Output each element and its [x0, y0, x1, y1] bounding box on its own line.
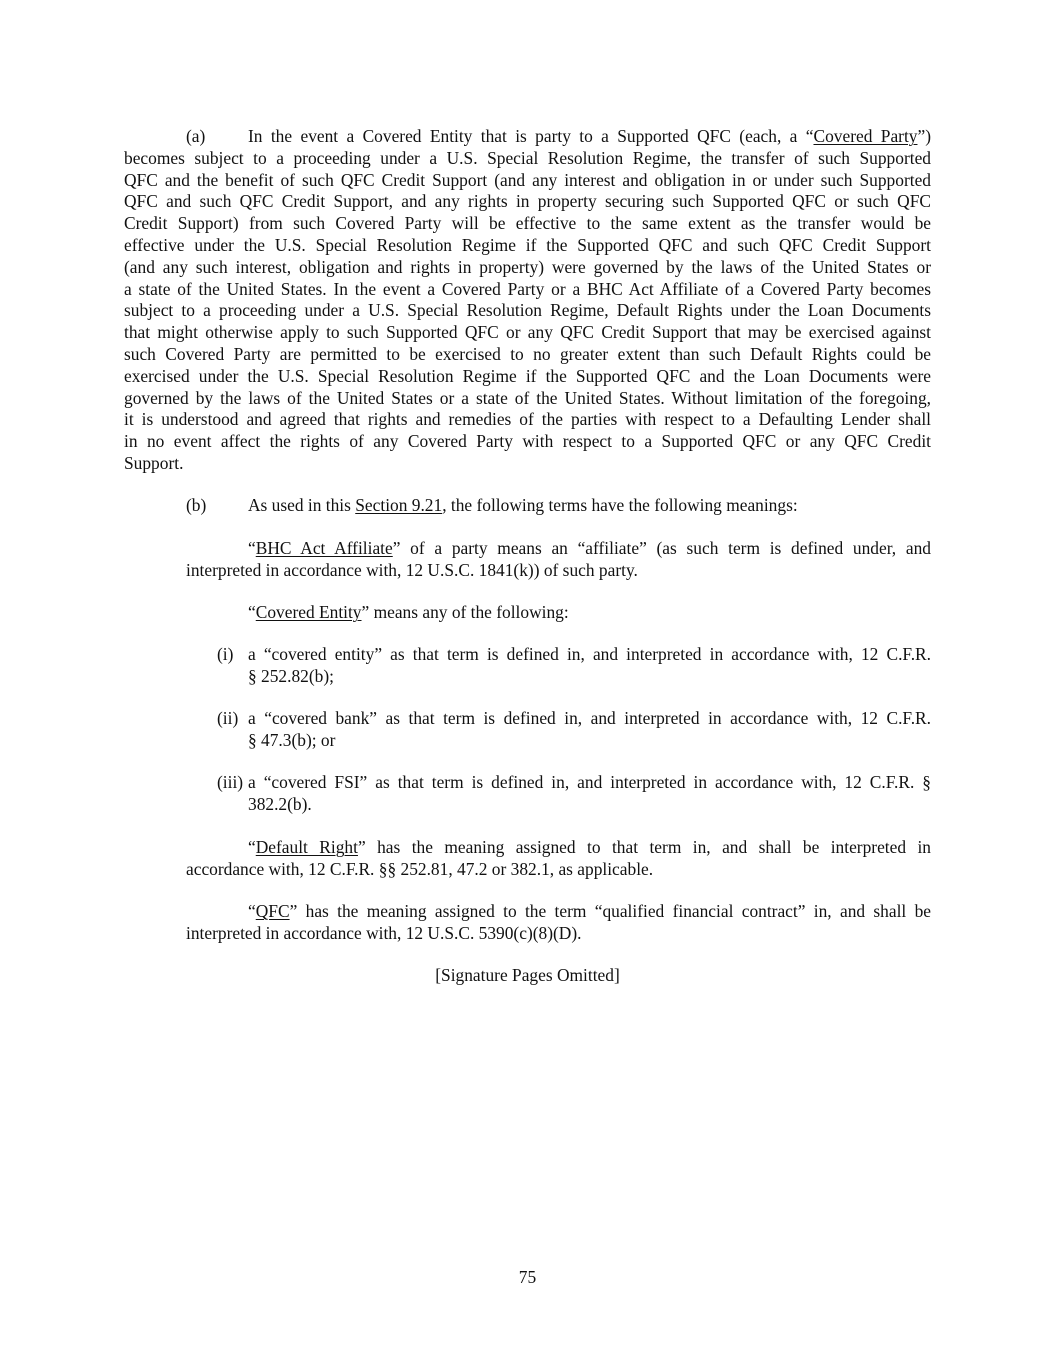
text-segment: 382.2(b).: [248, 793, 312, 814]
defined-term: BHC Act Affiliate: [255, 538, 393, 558]
text-segment: governed by the laws of the United States or a state of the United States. Without limitation of the foregoing,: [124, 387, 931, 408]
enumeration-label: (a): [186, 126, 206, 146]
enumeration-label: (ii): [217, 708, 239, 728]
text-line: [124, 300, 931, 322]
defined-term: QFC: [255, 901, 290, 921]
paragraph-a: [124, 126, 931, 475]
list-item-i: [217, 644, 931, 688]
text-segment: a state of the United States. In the event a Covered Party or a BHC Act Affiliate of a Covered Party becomes: [124, 278, 931, 299]
text-segment: a “covered bank” as that term is defined in, and interpreted in accordance with, 12 C.F.R.: [248, 708, 931, 728]
text-segment: ”): [917, 126, 931, 146]
list-item-iii: [217, 772, 931, 816]
text-segment: “: [248, 602, 256, 622]
text-segment: accordance with, 12 C.F.R. §§ 252.81, 47.2 or 382.1, as applicable.: [186, 858, 654, 879]
text-segment: a “covered entity” as that term is defined in, and interpreted in accordance with, 12 C.F.R.: [248, 644, 931, 664]
text-line: [124, 344, 931, 366]
text-segment: a “covered FSI” as that term is defined in, and interpreted in accordance with, 12 C.F.R. §: [248, 772, 931, 792]
text-line: [186, 495, 931, 517]
text-segment: such Covered Party are permitted to be exercised to no greater extent than such Default Rights could be: [124, 343, 931, 364]
text-line: [124, 170, 931, 192]
text-line: [186, 560, 931, 582]
text-line: [124, 257, 931, 279]
signature-pages-omitted: [Signature Pages Omitted]: [435, 965, 620, 985]
text-segment: “: [248, 538, 256, 558]
list-item-ii: [217, 708, 931, 752]
text-line: [124, 148, 931, 170]
defined-term: Default Right: [255, 837, 358, 857]
definition-default-right: [186, 837, 931, 881]
text-segment: becomes subject to a proceeding under a U.S. Special Resolution Regime, the transfer of such Supported: [124, 147, 931, 168]
defined-term: Section 9.21: [355, 495, 443, 515]
text-segment: ” means any of the following:: [361, 602, 569, 622]
text-segment: in no event affect the rights of any Covered Party with respect to a Supported QFC or any QFC Credit: [124, 431, 931, 452]
text-line: [248, 666, 931, 688]
text-segment: ” of a party means an “affiliate” (as such term is defined under, and: [392, 538, 931, 558]
text-segment: interpreted in accordance with, 12 U.S.C. 5390(c)(8)(D).: [186, 922, 582, 943]
text-segment: effective under the U.S. Special Resolution Regime if the Supported QFC and such QFC Credit Support: [124, 234, 931, 255]
text-segment: § 252.82(b);: [248, 665, 334, 686]
page-number: 75: [518, 1267, 537, 1287]
text-segment: (and any such interest, obligation and rights in property) were governed by the laws of the United States or: [124, 256, 931, 277]
text-line: [186, 602, 931, 624]
text-line: [124, 453, 931, 475]
text-segment: interpreted in accordance with, 12 U.S.C. 1841(k)) of such party.: [186, 559, 638, 580]
enumeration-label: (i): [217, 644, 234, 664]
text-line: [186, 859, 931, 881]
text-segment: “: [248, 901, 256, 921]
text-segment: subject to a proceeding under a U.S. Special Resolution Regime, Default Rights under the Loan Documents: [124, 300, 931, 321]
enumeration-label: (b): [186, 495, 207, 515]
text-segment: QFC and such QFC Credit Support, and any rights in property securing such Supported QFC or such QFC: [124, 191, 931, 212]
definition-qfc: [186, 901, 931, 945]
text-line: [124, 388, 931, 410]
text-line: [124, 235, 931, 257]
text-line: [186, 923, 931, 945]
text-line: [124, 213, 931, 235]
definition-covered-entity: [186, 602, 931, 624]
text-line: [186, 837, 931, 859]
text-segment: ” has the meaning assigned to the term “qualified financial contract” in, and shall be: [289, 901, 931, 921]
text-segment: As used in this: [248, 495, 356, 515]
text-line: [217, 708, 931, 730]
text-line: [248, 730, 931, 752]
text-line: [124, 279, 931, 301]
text-segment: “: [248, 837, 256, 857]
paragraph-b: [186, 495, 931, 517]
text-line: [124, 191, 931, 213]
text-segment: In the event a Covered Entity that is party to a Supported QFC (each, a “: [248, 126, 814, 146]
defined-term: Covered Party: [813, 126, 918, 146]
text-line: [217, 644, 931, 666]
text-line: [186, 901, 931, 923]
defined-term: Covered Entity: [255, 602, 362, 622]
text-segment: exercised under the U.S. Special Resolution Regime if the Supported QFC and the Loan Documents were: [124, 365, 931, 386]
text-line: [124, 431, 931, 453]
text-segment: Credit Support) from such Covered Party will be effective to the same extent as the transfer would be: [124, 213, 931, 234]
text-segment: § 47.3(b); or: [248, 729, 336, 750]
text-segment: , the following terms have the following meanings:: [442, 495, 798, 515]
text-line: [124, 409, 931, 431]
text-line: [124, 126, 931, 148]
definition-bhc-act-affiliate: [186, 538, 931, 582]
text-line: [248, 794, 931, 816]
text-segment: that might otherwise apply to such Supported QFC or any QFC Credit Support that may be exercised against: [124, 322, 931, 343]
text-segment: Support.: [124, 452, 184, 473]
text-line: [186, 538, 931, 560]
text-segment: QFC and the benefit of such QFC Credit Support (and any interest and obligation in or under such Supported: [124, 169, 931, 190]
text-line: [124, 322, 931, 344]
text-line: [124, 366, 931, 388]
text-line: [217, 772, 931, 794]
text-segment: it is understood and agreed that rights and remedies of the parties with respect to a Defaulting Lender shall: [124, 409, 931, 430]
text-segment: ” has the meaning assigned to that term in, and shall be interpreted in: [357, 837, 931, 857]
enumeration-label: (iii): [217, 772, 244, 792]
